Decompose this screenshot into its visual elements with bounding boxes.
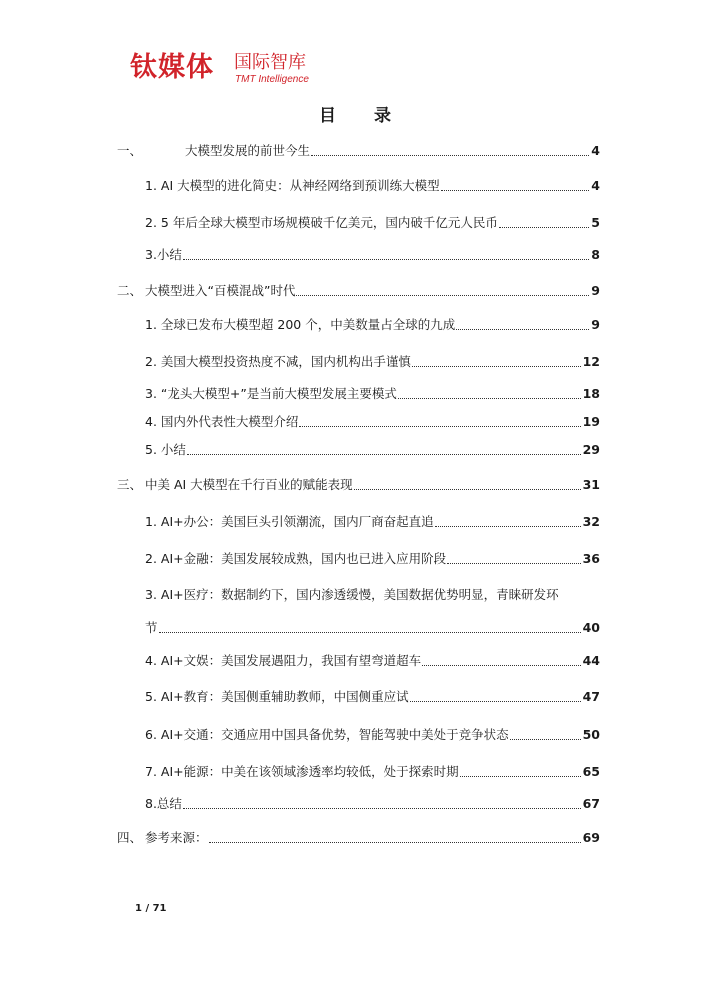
toc-entry[interactable] <box>145 687 600 707</box>
toc-section-number: 一、 <box>117 143 143 158</box>
toc-entry-section-4[interactable] <box>117 828 600 848</box>
page-number-footer: 1 / 71 <box>135 903 167 914</box>
brand-name: 钛媒体 <box>130 52 214 83</box>
toc-leader-dots <box>422 665 580 666</box>
toc-entry-label: 4. AI+文娱：美国发展遇阻力，我国有望弯道超车 <box>145 653 422 668</box>
toc-leader-dots <box>209 842 581 843</box>
toc-entry-label: 4. 国内外代表性大模型介绍 <box>145 414 299 429</box>
toc-leader-dots <box>183 808 581 809</box>
toc-entry[interactable] <box>145 618 600 638</box>
toc-entry-label: 2. AI+金融：美国发展较成熟，国内也已进入应用阶段 <box>145 551 447 566</box>
toc-entry-label: 参考来源： <box>145 830 208 845</box>
toc-leader-dots <box>299 426 580 427</box>
toc-entry[interactable] <box>145 440 600 460</box>
toc-entry-label: 1. 全球已发布大模型超 200 个，中美数量占全球的九成 <box>145 317 456 332</box>
toc-entry-label: 2. 5 年后全球大模型市场规模破千亿美元，国内破千亿元人民币 <box>145 215 498 230</box>
toc-entry-label: 5. 小结 <box>145 442 186 457</box>
toc-page-number: 12 <box>582 354 600 369</box>
toc-leader-dots <box>460 776 581 777</box>
toc-entry-section-1[interactable] <box>117 141 600 161</box>
toc-entry[interactable] <box>145 412 600 432</box>
page-title: 目 录 <box>319 106 407 126</box>
toc-page-number: 19 <box>582 414 600 429</box>
toc-page-number: 9 <box>591 317 600 332</box>
toc-page-number: 67 <box>582 796 600 811</box>
toc-leader-dots <box>187 454 581 455</box>
toc-leader-dots <box>183 259 589 260</box>
brand-english: TMT Intelligence <box>235 74 309 85</box>
toc-entry[interactable] <box>145 651 600 671</box>
toc-page-number: 32 <box>582 514 600 529</box>
toc-entry-label: 1. AI+办公：美国巨头引领潮流，国内厂商奋起直追 <box>145 514 434 529</box>
toc-entry[interactable] <box>145 549 600 569</box>
toc-page-number: 36 <box>582 551 600 566</box>
toc-page-number: 4 <box>591 178 600 193</box>
toc-leader-dots <box>311 155 589 156</box>
toc-page-number: 65 <box>582 764 600 779</box>
toc-leader-dots <box>296 295 589 296</box>
toc-entry-label: 1. AI 大模型的进化简史：从神经网络到预训练大模型 <box>145 178 440 193</box>
toc-leader-dots <box>159 632 581 633</box>
toc-page-number: 18 <box>582 386 600 401</box>
toc-page-number: 9 <box>591 283 600 298</box>
toc-entry-label-cont: 节 <box>145 620 158 635</box>
toc-entry-label: 大模型发展的前世今生 <box>185 143 311 158</box>
toc-section-number: 三、 <box>117 477 143 492</box>
toc-page-number: 4 <box>591 143 600 158</box>
toc-entry[interactable] <box>145 213 600 233</box>
toc-leader-dots <box>510 739 581 740</box>
toc-entry-label-line1[interactable]: 3. AI+医疗：数据制约下，国内渗透缓慢，美国数据优势明显，青睐研发环 <box>145 587 559 602</box>
toc-entry-section-2[interactable] <box>117 281 600 301</box>
toc-entry-label: 大模型进入“百模混战”时代 <box>145 283 296 298</box>
toc-entry[interactable] <box>145 762 600 782</box>
toc-entry-label: 3. “龙头大模型+”是当前大模型发展主要模式 <box>145 386 397 401</box>
toc-leader-dots <box>410 701 581 702</box>
toc-entry[interactable] <box>145 315 600 335</box>
toc-leader-dots <box>354 489 581 490</box>
toc-entry-label: 中美 AI 大模型在千行百业的赋能表现 <box>145 477 353 492</box>
toc-entry-label: 5. AI+教育：美国侧重辅助教师，中国侧重应试 <box>145 689 409 704</box>
brand-subtitle: 国际智库 <box>234 52 306 73</box>
toc-leader-dots <box>441 190 590 191</box>
toc-entry-label: 3.小结 <box>145 247 182 262</box>
toc-leader-dots <box>499 227 589 228</box>
toc-entry-label: 2. 美国大模型投资热度不减，国内机构出手谨慎 <box>145 354 411 369</box>
toc-section-number: 四、 <box>117 830 143 845</box>
toc-page-number: 69 <box>582 830 600 845</box>
toc-entry-section-3[interactable] <box>117 475 600 495</box>
toc-leader-dots <box>456 329 589 330</box>
toc-entry-label: 7. AI+能源：中美在该领域渗透率均较低，处于探索时期 <box>145 764 459 779</box>
brand-logo <box>130 52 330 92</box>
toc-leader-dots <box>398 398 581 399</box>
toc-entry[interactable] <box>145 384 600 404</box>
toc-entry[interactable] <box>145 794 600 814</box>
toc-leader-dots <box>412 366 581 367</box>
toc-section-number: 二、 <box>117 283 143 298</box>
toc-page-number: 47 <box>582 689 600 704</box>
toc-page-number: 44 <box>582 653 600 668</box>
toc-entry[interactable] <box>145 512 600 532</box>
toc-page-number: 5 <box>591 215 600 230</box>
toc-page-number: 8 <box>591 247 600 262</box>
toc-page-number: 50 <box>582 727 600 742</box>
toc-leader-dots <box>447 563 580 564</box>
toc-entry[interactable] <box>145 245 600 265</box>
toc-entry-label: 6. AI+交通：交通应用中国具备优势，智能驾驶中美处于竞争状态 <box>145 727 509 742</box>
toc-entry[interactable] <box>145 725 600 745</box>
toc-page-number: 31 <box>582 477 600 492</box>
toc-page-number: 29 <box>582 442 600 457</box>
toc-entry-label: 8.总结 <box>145 796 182 811</box>
toc-page-number: 40 <box>582 620 600 635</box>
toc-entry[interactable] <box>145 352 600 372</box>
toc-leader-dots <box>435 526 581 527</box>
toc-entry[interactable] <box>145 176 600 196</box>
